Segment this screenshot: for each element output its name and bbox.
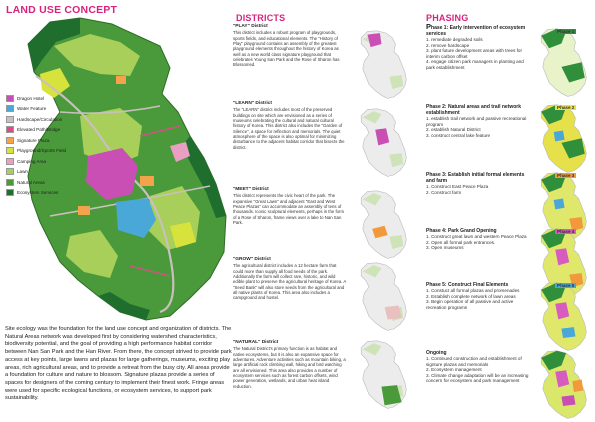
- district-text: The "LEARN" district includes most of the preserved buildings on site which are envisioned as a series of museums celebrating the cultural and natural cultural history of Korea. This district also includes the "Garden of Silence", a space for reflection and memorials. The quiet atmosphere of the space is also optimal for minimizing disturbance to the adjacent habitat corridor that bisects the district.: [233, 107, 345, 150]
- legend-label: Natural Areas: [17, 179, 45, 185]
- minimap-zone: [572, 380, 583, 392]
- phase-line: 2. Ecosystem management: [426, 367, 482, 373]
- legend-item: [6, 125, 90, 136]
- phase-name: Ongoing: [426, 350, 447, 356]
- legend-label: Water Feature: [17, 106, 47, 112]
- phase-line: 1. Construct great lawn and western Peace Plaza: [426, 234, 527, 239]
- district-name: "LEARN" District: [233, 101, 272, 106]
- minimap-zone: [561, 395, 575, 406]
- phase-tag: Phase 4: [557, 229, 575, 234]
- legend-item: [6, 114, 90, 125]
- dark-green-swatch-icon: [6, 189, 14, 196]
- legend-item: [6, 104, 90, 115]
- phase-line: 2. Open all formal park entrances.: [426, 239, 496, 245]
- district-text: This district includes a robust program of playgrounds, sports fields, and educational elements. The "History of Play" playground contains an assembly of the greatest playground elements throughout the history of Korea as well as a new world class signature playground that celebrates Young San Park and the Rose of Sharon has Blossomed.: [233, 30, 340, 68]
- legend-label: Dragon Hotel: [17, 95, 45, 101]
- legend-item: [6, 167, 90, 178]
- district-name: "MEET" District: [233, 187, 269, 192]
- grey-swatch-icon: [6, 116, 14, 123]
- legend-label: Playground/Sports Field: [17, 148, 67, 154]
- phase-line: 1. Constuct all formal plazas and promenades: [426, 288, 520, 293]
- phase-4: [426, 228, 532, 251]
- district-natural-map: [352, 340, 414, 410]
- signature-plaza: [140, 176, 154, 186]
- district-grow: [233, 257, 346, 301]
- lime-swatch-icon: [6, 168, 14, 175]
- district-name: "NATURAL" District: [233, 340, 279, 345]
- district-name: "GROW" District: [233, 257, 271, 262]
- phase-5: [426, 282, 532, 310]
- legend-label: Lawn: [17, 169, 28, 175]
- phase-line: 3. Climate change adaptation will be an increasing concern for ecosystem and park management: [426, 372, 529, 384]
- districts-title: DISTRICTS: [236, 13, 286, 23]
- legend-label: Signature Plaza: [17, 137, 50, 143]
- pink-line-swatch-icon: [6, 126, 14, 133]
- phase-line: 4. engage citizen park managers in planting and park establishment: [426, 59, 524, 70]
- phase-map-5: [532, 282, 594, 352]
- district-learn: [233, 101, 346, 150]
- phase-line: 2. Establish complete network of lawn areas: [426, 293, 516, 299]
- legend-item: [6, 188, 90, 199]
- green-swatch-icon: [6, 179, 14, 186]
- district-meet-map: [352, 190, 414, 260]
- minimap-zone: [561, 327, 575, 338]
- orange-swatch-icon: [6, 137, 14, 144]
- phase-line: 3. plant future development areas with trees for interim carbon offset: [426, 48, 523, 59]
- phase-name: Phase 3: Establish initial formal elements and farm: [426, 172, 525, 184]
- phasing-title: PHASING: [426, 13, 469, 23]
- district-natural: [233, 340, 346, 389]
- phase-name: Phase 2: Natural areas and trail network establishment: [426, 104, 522, 116]
- phase-line: 1. remediate degraded soils: [426, 37, 483, 42]
- phase-line: 1. Continued construction and establishment of signture plazas and memorials: [426, 356, 522, 367]
- phase-tag: Phase 5: [557, 283, 575, 288]
- phase-2: [426, 104, 532, 138]
- yellow-swatch-icon: [6, 147, 14, 154]
- legend-label: Elevated Path/Bridge: [17, 127, 61, 133]
- phase-line: 1. establish trail network and passive recreational program: [426, 116, 527, 127]
- page-title: LAND USE CONCEPT: [6, 4, 118, 16]
- phase-name: Phase 1: Early intervention of ecosystem services: [426, 22, 526, 37]
- phase-line: 2. Construct farm: [426, 189, 462, 195]
- district-name: "PLAY" District: [233, 24, 268, 29]
- blue-swatch-icon: [6, 105, 14, 112]
- phase-name: Phase 4: Park Grand Opening: [426, 228, 497, 234]
- legend-label: Camping Area: [17, 158, 47, 164]
- pink-swatch-icon: [6, 95, 14, 102]
- phase-map-1: [532, 28, 594, 98]
- legend-label: Hardscape/Circulation: [17, 116, 63, 122]
- phase-line: 2. remove hardscape: [426, 42, 470, 48]
- phase-line: 2. establish Natural District: [426, 127, 481, 133]
- phase-name: Phase 5: Construct Final Elements: [426, 282, 509, 288]
- district-text: The agricultural district includes a 12 hectare farm that could more than supply all food needs of the park. Additionally the farm will collect rare, historic, and wild edible plant to preserve the agricultural heritage of Korea. A "Seed Bank" will also store seeds from the agricultural and all native plants of Korea. This area also includes a campground and hostel.: [233, 263, 346, 301]
- district-text: The Natural District's primary function is as habitat and native ecosystems, but it is also an expansive space for adventures. Adventure activities such as mountain biking, a large artificial rock climbing wall, hiking and bird watching are all envisioned. This area also provides a number of ecosystem services such as forest carbon offsets, wind power generation, wetlands, and urban heat island reduction.: [233, 346, 346, 389]
- legend-item: [6, 177, 90, 188]
- phase-line: 3. Open museums: [426, 245, 464, 251]
- phase-line: 1. Construct East Peace Plaza: [426, 184, 489, 189]
- legend-item: [6, 135, 90, 146]
- phase-line: 3. Begin operation of all passive and active recreation programs: [426, 299, 514, 310]
- minimap-zone: [554, 130, 565, 141]
- legend-item: [6, 146, 90, 157]
- district-play: [233, 24, 346, 68]
- phase-map-6: [532, 350, 594, 420]
- phase-tag: Phase 1: [557, 29, 575, 34]
- map-legend: [6, 93, 90, 198]
- phase-1: [426, 24, 532, 71]
- phase-3: [426, 172, 532, 195]
- legend-label: Ecosystem Services: [17, 190, 59, 196]
- district-text: This district represents the civic heart of the park. The expansive "Great Lawn" and adjacent "East and West Peace Plazas" can accommodate an assembly of tens of thousands. Iconic sculptural elements, perhaps in the form of a Rose of Sharon, frame views over a lake to Nan San Park.: [233, 193, 345, 226]
- legend-item: [6, 156, 90, 167]
- district-grow-map: [352, 262, 414, 332]
- phase-line: 3. construct central lake feature: [426, 132, 491, 138]
- phase-tag: Phase 3: [557, 173, 575, 178]
- legend-item: [6, 93, 90, 104]
- phase-tag: Phase 2: [557, 105, 575, 110]
- minimap-zone: [554, 198, 565, 209]
- phase-map-2: [532, 104, 594, 174]
- pink-light-swatch-icon: [6, 158, 14, 165]
- district-play-map: [352, 30, 414, 100]
- district-learn-map: [352, 108, 414, 178]
- intro-paragraph: Site ecology was the foundation for the land use concept and organization of districts. The Natural Areas network was developed first by considering watershed characteristics, biodiversity potential, and the goal of providing a high performance habitat corridor between Nan San Park and the Han River. From there, the concept strived to provide park access at key points, large lawns and plazas for large gatherings, museums, exciting play areas, rich agricultural areas, and to provide a retreat from the busy city. All areas provide a foundation for culture and nature to blossom. Signature plazas provide a series of spaces for designers of the coming century to implement their finest work. Fringe areas were used for specific ecological functions, or ecosystem services, to support park sustainability.: [5, 326, 232, 402]
- phase-ongoing: [426, 350, 532, 384]
- district-meet: [233, 187, 346, 225]
